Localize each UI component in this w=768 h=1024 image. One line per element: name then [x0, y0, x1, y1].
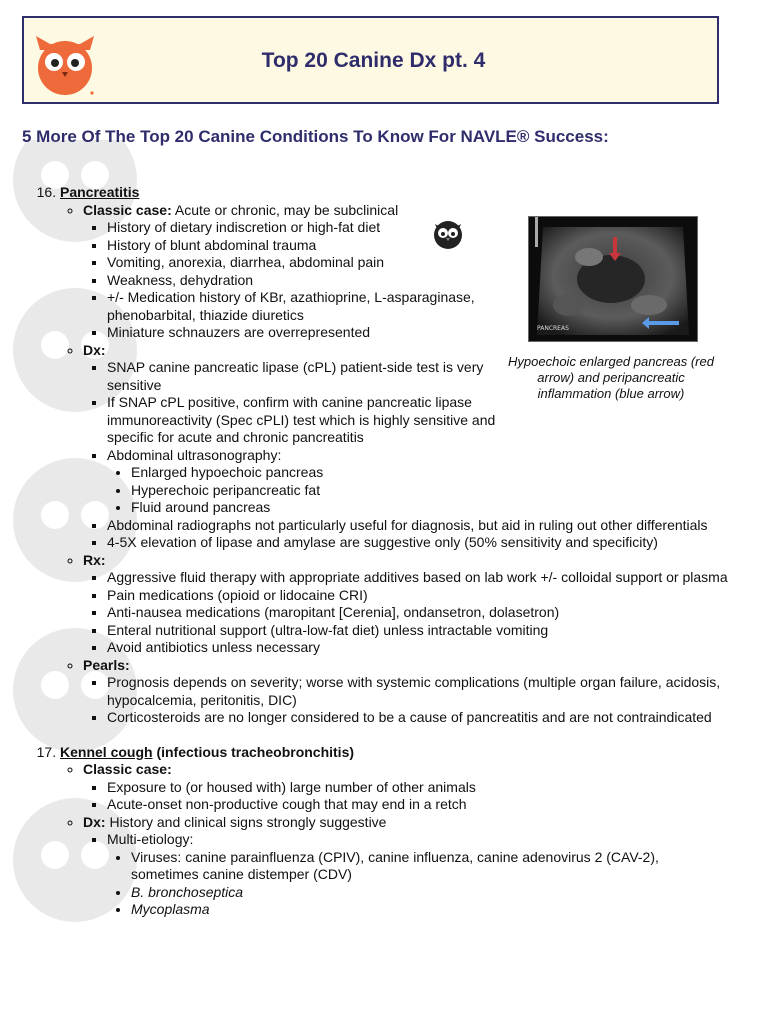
dx-section [83, 814, 730, 919]
section-label: Classic case: [83, 201, 172, 218]
list-item: ▪ Prognosis depends on severity; worse with systemic complications (multiple organ failure, acidosis, hypocalcemia, peritonitis, DIC) [107, 674, 730, 709]
list-item: ▪ History of blunt abdominal trauma [107, 237, 487, 255]
list-item: ▪ Avoid antibiotics unless necessary [107, 639, 730, 657]
list-item: ▪ Weakness, dehydration [107, 272, 487, 290]
condition-sections [60, 761, 730, 919]
list-item: ▪ Abdominal radiographs not particularly useful for diagnosis, but aid in ruling out other differentials [107, 517, 730, 535]
section-text: History and clinical signs strongly suggestive [105, 813, 387, 830]
section-subtitle: 5 More Of The Top 20 Canine Conditions To Know For NAVLE® Success: [22, 127, 609, 146]
list-item: ▪ Acute-onset non-productive cough that may end in a retch [107, 796, 730, 814]
list-item: • B. bronchoseptica [131, 884, 730, 902]
condition-name: Kennel cough [60, 743, 153, 760]
list-item: • Enlarged hypoechoic pancreas [131, 464, 730, 482]
list-item: ▪ Anti-nausea medications (maropitant [Cerenia], ondansetron, dolasetron) [107, 604, 730, 622]
list-item: ▪ Multi-etiology: • Viruses: canine parainfluenza (CPIV), canine influenza, canine adenovirus 2 (CAV-2), sometimes canine distemper (CDV) • B. bronchoseptica • Mycoplasma [107, 831, 730, 919]
list-item: ▪ SNAP canine pancreatic lipase (cPL) patient-side test is very sensitive [107, 359, 507, 394]
list-item: ▪ Abdominal ultrasonography: • Enlarged hypoechoic pancreas • Hyperechoic peripancreatic fat • Fluid around pancreas [107, 447, 730, 517]
list-item: ▪ Pain medications (opioid or lidocaine CRI) [107, 587, 730, 605]
pearls-section [83, 657, 730, 727]
section-label: Dx: [83, 341, 106, 358]
us-image-label: PANCREAS [537, 325, 569, 332]
section-label: Pearls: [83, 656, 130, 673]
condition-sections [60, 202, 730, 727]
condition-item [60, 184, 730, 727]
classic-case-section [83, 761, 730, 814]
condition-name-suffix: (infectious tracheobronchitis) [152, 743, 355, 760]
conditions-list [30, 184, 730, 919]
header-box [22, 16, 719, 104]
section-label: Dx: [83, 813, 106, 830]
list-item: • Hyperechoic peripancreatic fat [131, 482, 730, 500]
list-item: ▪ Corticosteroids are no longer considered to be a cause of pancreatitis and are not contraindicated [107, 709, 730, 727]
condition-name: Pancreatitis [60, 184, 140, 200]
list-item: ▪ Enteral nutritional support (ultra-low-fat diet) unless intractable vomiting [107, 622, 730, 640]
conditions-content [30, 184, 730, 936]
condition-item [60, 744, 730, 919]
section-label: Rx: [83, 551, 106, 568]
list-item: ▪ Aggressive fluid therapy with appropriate additives based on lab work +/- colloidal support or plasma [107, 569, 730, 587]
list-item: ▪ Exposure to (or housed with) large number of other animals [107, 779, 730, 797]
list-item: • Mycoplasma [131, 901, 730, 919]
list-item: ▪ If SNAP cPL positive, confirm with canine pancreatic lipase immunoreactivity (Spec cPLI) test which is highly sensitive and specific for acute and chronic pancreatitis [107, 394, 507, 447]
list-item: ▪ 4-5X elevation of lipase and amylase are suggestive only (50% sensitivity and specificity) [107, 534, 730, 552]
list-item: • Fluid around pancreas [131, 499, 730, 517]
list-item: • Viruses: canine parainfluenza (CPIV), canine influenza, canine adenovirus 2 (CAV-2), sometimes canine distemper (CDV) [131, 849, 730, 884]
section-label: Classic case: [83, 761, 172, 777]
section-text: Acute or chronic, may be subclinical [171, 201, 399, 218]
dx-section [83, 342, 730, 552]
classic-case-section [83, 202, 730, 342]
figure-caption: Hypoechoic enlarged pancreas (red arrow) and peripancreatic inflammation (blue arrow) [508, 354, 714, 401]
list-item: ▪ History of dietary indiscretion or high-fat diet [107, 219, 487, 237]
list-item: ▪ Vomiting, anorexia, diarrhea, abdominal pain [107, 254, 487, 272]
document-title: Top 20 Canine Dx pt. 4 [261, 49, 486, 72]
list-item: ▪ +/- Medication history of KBr, azathioprine, L-asparaginase, phenobarbital, thiazide diuretics [107, 289, 487, 324]
list-item: ▪ Miniature schnauzers are overrepresented [107, 324, 487, 342]
rx-section [83, 552, 730, 657]
